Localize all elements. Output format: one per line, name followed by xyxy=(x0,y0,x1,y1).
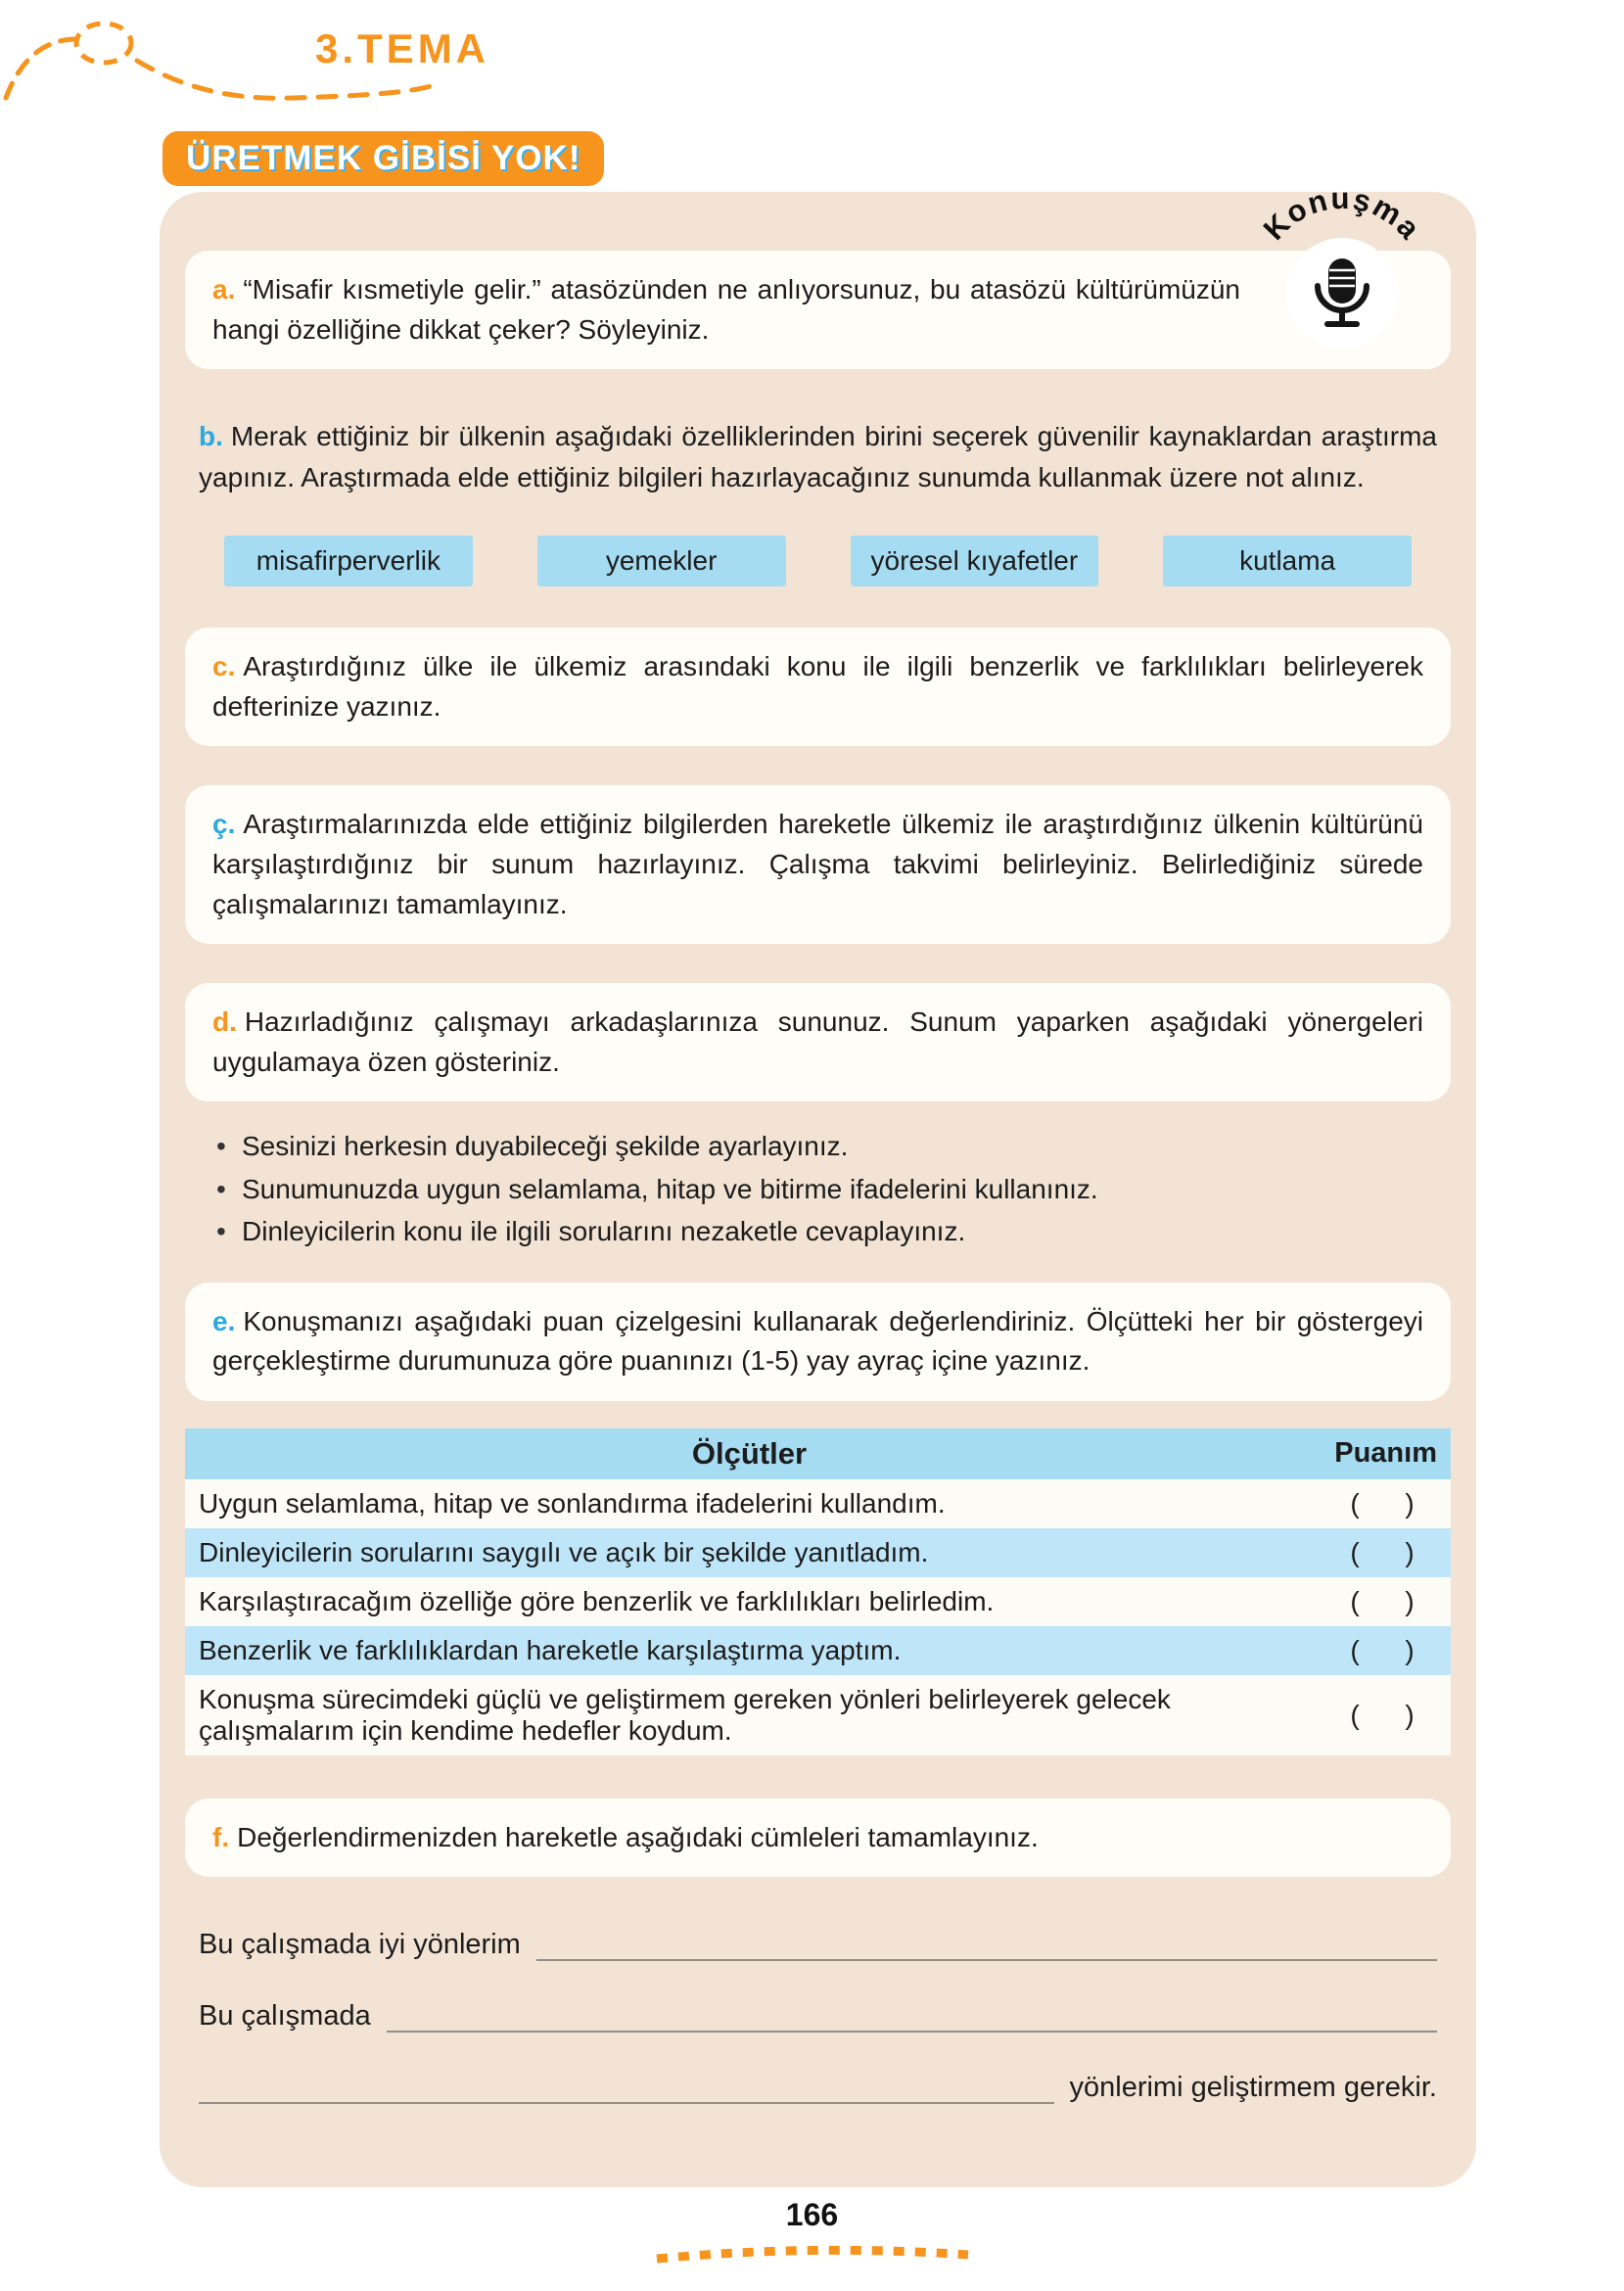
score-column-header: Puanım xyxy=(1314,1428,1451,1479)
table-row xyxy=(185,1577,1451,1626)
item-text-d: Hazırladığınız çalışmayı arkadaşlarınıza sununuz. Sunum yaparken aşağıdaki yönergeleri uygulamaya özen gösteriniz. xyxy=(212,1006,1423,1077)
score-parentheses: ( ) xyxy=(1314,1479,1451,1528)
activity-title: ÜRETMEK GİBİSİ YOK! xyxy=(162,131,604,186)
item-text-e: Konuşmanızı aşağıdaki puan çizelgesini kullanarak değerlendiriniz. Ölçütteki her bir göstergeyi gerçekleştirme durumunuza göre puanınızı (1-5) yay ayraç içine yazınız. xyxy=(212,1305,1423,1377)
item-text-c: Araştırdığınız ülke ile ülkemiz arasındaki konu ile ilgili benzerlik ve farklılıkları belirleyerek defterinize yazınız. xyxy=(212,651,1423,722)
item-letter-cc: ç. xyxy=(212,809,236,840)
completion-label-3: yönlerimi geliştirmem gerekir. xyxy=(1069,2072,1437,2104)
item-text-a: “Misafir kısmetiyle gelir.” atasözünden ne anlıyorsunuz, bu atasözü kültürümüzün hangi özelliğine dikkat çeker? Söyleyiniz. xyxy=(212,274,1240,345)
criterion-text: Dinleyicilerin sorularını saygılı ve açık bir şekilde yanıtladım. xyxy=(185,1528,1314,1577)
theme-heading: 3.TEMA xyxy=(315,25,490,71)
dashed-footer-decoration xyxy=(651,2240,974,2266)
score-parentheses: ( ) xyxy=(1314,1675,1451,1755)
badge-label: Konuşma xyxy=(1256,180,1428,247)
item-text-cc: Araştırmalarınızda elde ettiğiniz bilgilerden hareketle ülkemiz ile araştırdığınız ülkenin kültürünü karşılaştırdığınız bir sunum hazırlayınız. Çalışma takvimi belirleyiniz. Belirlediğiniz sürede çalışmalarınızı tamamlayınız. xyxy=(212,809,1423,919)
criterion-text: Uygun selamlama, hitap ve sonlandırma ifadelerini kullandım. xyxy=(185,1479,1314,1528)
sentence-completion xyxy=(199,1928,1437,2104)
criterion-text: Benzerlik ve farklılıklardan hareketle karşılaştırma yaptım. xyxy=(185,1626,1314,1675)
instruction-box-cc xyxy=(185,785,1451,944)
topic-chip-yoresel-kiyafetler: yöresel kıyafetler xyxy=(851,536,1099,586)
completion-row-1 xyxy=(199,1928,1437,1960)
item-letter-c: c. xyxy=(212,651,236,682)
completion-row-3 xyxy=(199,2072,1437,2104)
instruction-box-d xyxy=(185,983,1451,1101)
completion-label-2: Bu çalışmada xyxy=(199,1999,371,2032)
score-parentheses: ( ) xyxy=(1314,1626,1451,1675)
instruction-box-e xyxy=(185,1283,1451,1401)
guideline-item: • Dinleyicilerin konu ile ilgili sorularını nezaketle cevaplayınız. xyxy=(214,1210,1429,1252)
table-row xyxy=(185,1675,1451,1755)
blank-line-2 xyxy=(387,2000,1437,2033)
score-parentheses: ( ) xyxy=(1314,1528,1451,1577)
table-row xyxy=(185,1626,1451,1675)
item-text-f: Değerlendirmenizden hareketle aşağıdaki cümleleri tamamlayınız. xyxy=(237,1821,1039,1852)
guideline-item: • Sunumunuzda uygun selamlama, hitap ve bitirme ifadelerini kullanınız. xyxy=(214,1168,1429,1210)
item-letter-d: d. xyxy=(212,1006,237,1038)
evaluation-table xyxy=(185,1428,1451,1755)
score-parentheses: ( ) xyxy=(1314,1577,1451,1626)
instruction-box-f xyxy=(185,1799,1451,1878)
blank-line-3 xyxy=(199,2072,1054,2104)
instruction-box-c xyxy=(185,628,1451,746)
topic-chip-kutlama: kutlama xyxy=(1163,536,1412,586)
item-text-b: Merak ettiğiniz bir ülkenin aşağıdaki özelliklerinden birini seçerek güvenilir kaynaklardan araştırma yapınız. Araştırmada elde ettiğiniz bilgileri hazırlayacağınız sunumda kullanmak üzere not alınız. xyxy=(199,421,1437,493)
completion-row-2 xyxy=(199,2000,1437,2033)
guideline-item: • Sesinizi herkesin duyabileceği şekilde ayarlayınız. xyxy=(214,1125,1429,1167)
speaking-skill-badge xyxy=(1230,170,1455,371)
topic-chip-yemekler: yemekler xyxy=(537,536,786,586)
table-header-row xyxy=(185,1428,1451,1479)
topic-chips xyxy=(224,536,1412,586)
activity-panel xyxy=(160,180,1476,2187)
criterion-text: Konuşma sürecimdeki güçlü ve geliştirmem gereken yönleri belirleyerek gelecek çalışmalarım için kendime hedefler koydum. xyxy=(185,1675,1314,1755)
completion-label-1: Bu çalışmada iyi yönlerim xyxy=(199,1928,521,1960)
presentation-guidelines xyxy=(214,1125,1429,1252)
item-letter-f: f. xyxy=(212,1821,230,1852)
criterion-text: Karşılaştıracağım özelliğe göre benzerlik ve farklılıkları belirledim. xyxy=(185,1577,1314,1626)
instruction-section-b xyxy=(199,416,1437,498)
page-number: 166 xyxy=(785,2197,839,2232)
topic-chip-misafirperverlik: misafirperverlik xyxy=(224,536,473,586)
table-row xyxy=(185,1528,1451,1577)
item-letter-b: b. xyxy=(199,421,223,452)
item-letter-a: a. xyxy=(212,274,236,304)
table-row xyxy=(185,1479,1451,1528)
criteria-column-header: Ölçütler xyxy=(185,1428,1314,1479)
blank-line-1 xyxy=(536,1928,1437,1960)
item-letter-e: e. xyxy=(212,1305,236,1336)
